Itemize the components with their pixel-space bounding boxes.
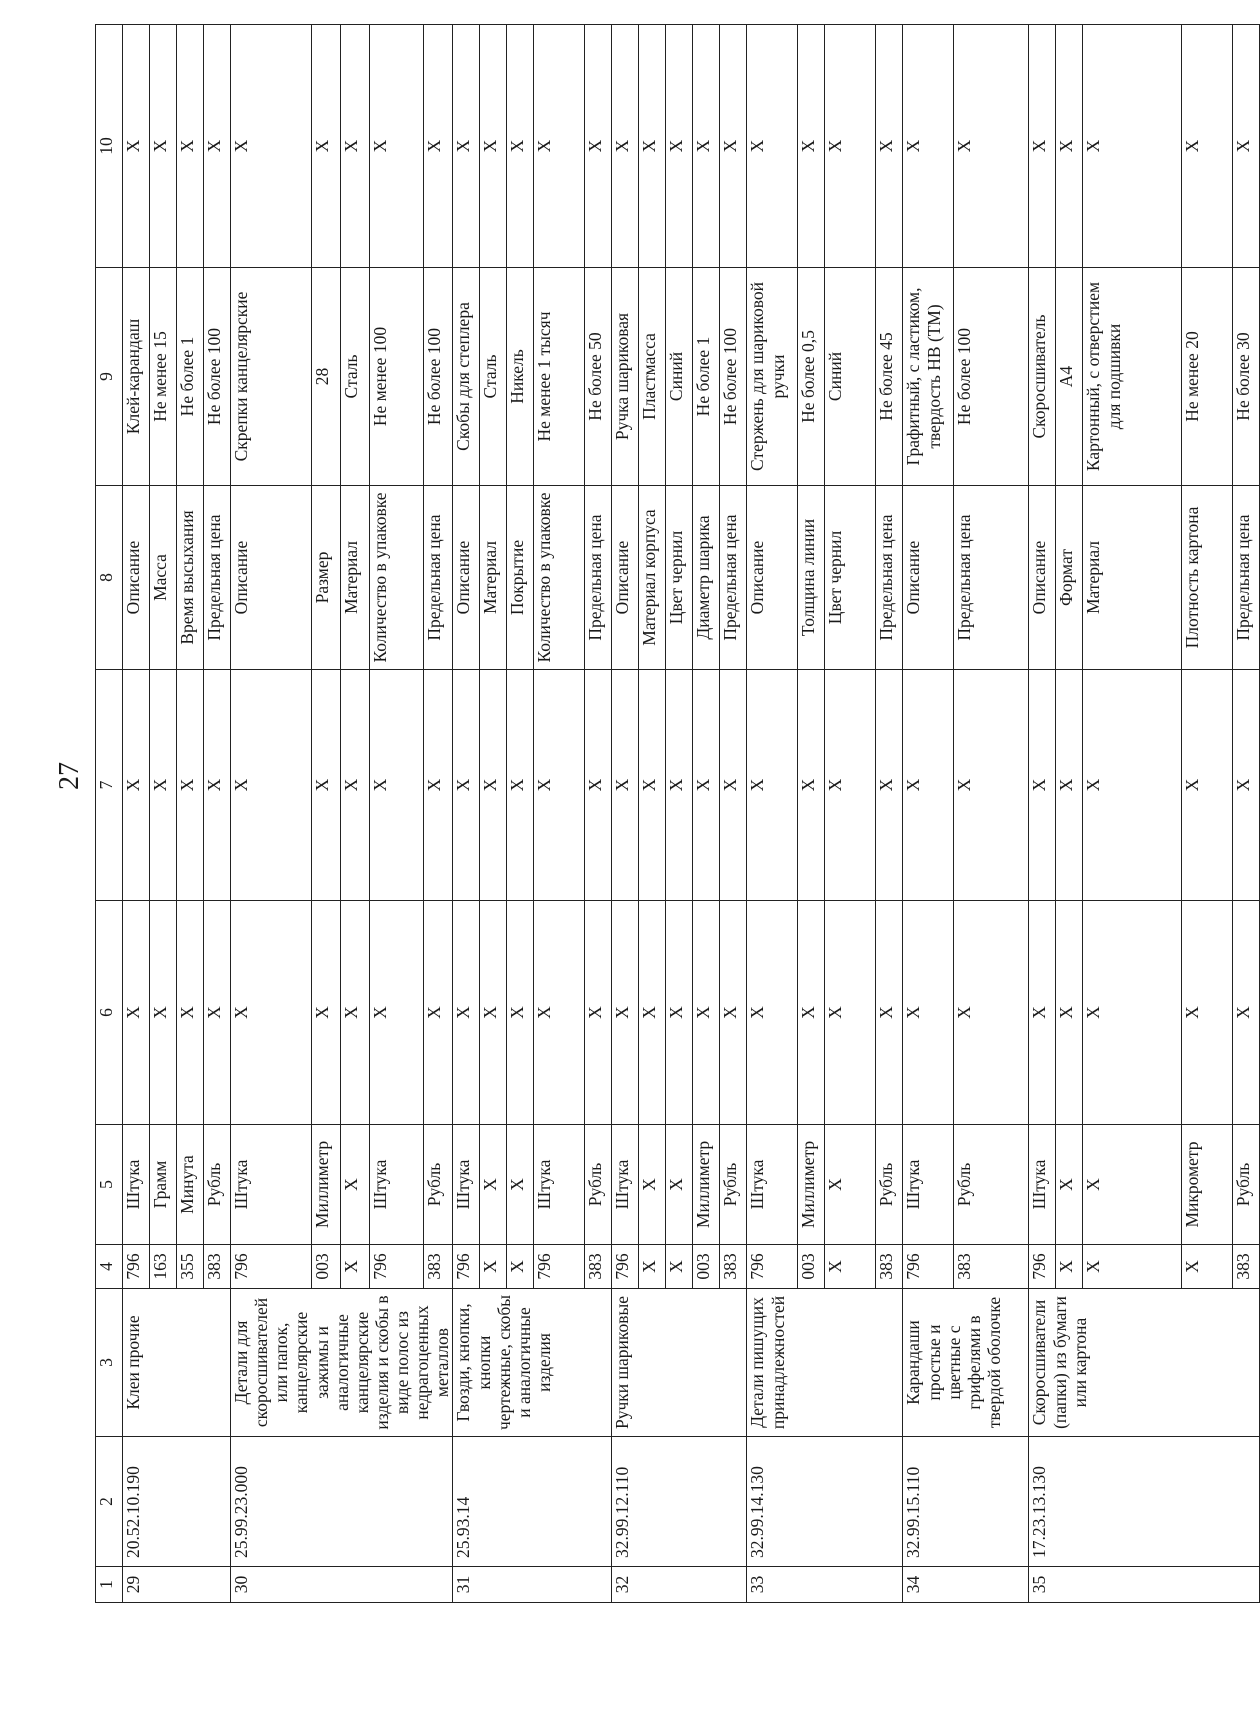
cell-c5: X [639, 1125, 666, 1245]
cell-c9: Клей-карандаш [123, 268, 150, 486]
cell-c6: X [612, 901, 639, 1125]
column-number-header: 2 [96, 1437, 123, 1567]
cell-c10: X [123, 25, 150, 268]
row-number-cell: 31 [453, 1567, 612, 1603]
cell-c10: X [585, 25, 612, 268]
table-row [747, 25, 798, 1603]
column-number-header: 9 [96, 268, 123, 486]
cell-c4: 796 [369, 1245, 424, 1289]
cell-c7: X [666, 670, 693, 901]
cell-c9: Ручка шариковая [612, 268, 639, 486]
cell-c10: X [639, 25, 666, 268]
cell-c4: X [825, 1245, 876, 1289]
cell-c4: 163 [150, 1245, 177, 1289]
cell-c4: 003 [693, 1245, 720, 1289]
cell-c8: Предельная цена [876, 486, 903, 670]
cell-c7: X [204, 670, 231, 901]
cell-c5: Штука [612, 1125, 639, 1245]
okpd-code-cell: 32.99.12.110 [612, 1437, 747, 1567]
cell-c7: X [150, 670, 177, 901]
okpd-code-cell: 32.99.14.130 [747, 1437, 903, 1567]
cell-c6: X [876, 901, 903, 1125]
cell-c4: 796 [123, 1245, 150, 1289]
cell-c9: Скрепки канцелярские [231, 268, 312, 486]
cell-c8: Цвет чернил [666, 486, 693, 670]
cell-c7: X [720, 670, 747, 901]
cell-c6: X [204, 901, 231, 1125]
cell-c8: Материал [340, 486, 369, 670]
row-number-cell: 34 [903, 1567, 1029, 1603]
cell-c8: Описание [231, 486, 312, 670]
cell-c7: X [693, 670, 720, 901]
cell-c5: Рубль [720, 1125, 747, 1245]
cell-c6: X [311, 901, 340, 1125]
column-number-header: 8 [96, 486, 123, 670]
cell-c5: Рубль [424, 1125, 453, 1245]
cell-c8: Толщина линии [798, 486, 825, 670]
row-number-cell: 33 [747, 1567, 903, 1603]
cell-c10: X [507, 25, 534, 268]
cell-c7: X [612, 670, 639, 901]
product-name-cell: Скоросшиватели (папки) из бумаги или картона [1029, 1289, 1260, 1437]
table-row [1029, 25, 1056, 1603]
cell-c5: Штука [747, 1125, 798, 1245]
cell-c8: Предельная цена [720, 486, 747, 670]
cell-c4: 383 [720, 1245, 747, 1289]
cell-c4: 383 [424, 1245, 453, 1289]
cell-c8: Масса [150, 486, 177, 670]
table-row [453, 25, 480, 1603]
cell-c10: X [1056, 25, 1083, 268]
cell-c4: 003 [798, 1245, 825, 1289]
cell-c10: X [612, 25, 639, 268]
cell-c4: X [507, 1245, 534, 1289]
cell-c10: X [1083, 25, 1182, 268]
cell-c6: X [150, 901, 177, 1125]
cell-c4: 796 [534, 1245, 585, 1289]
cell-c10: X [1029, 25, 1056, 268]
cell-c4: 796 [903, 1245, 954, 1289]
cell-c4: 383 [204, 1245, 231, 1289]
cell-c9: Не более 100 [424, 268, 453, 486]
cell-c7: X [1029, 670, 1056, 901]
column-number-header: 7 [96, 670, 123, 901]
cell-c10: X [825, 25, 876, 268]
column-number-header: 5 [96, 1125, 123, 1245]
cell-c4: X [639, 1245, 666, 1289]
cell-c9: Графитный, с ластиком, твердость HB (ТМ) [903, 268, 954, 486]
okpd-code-cell: 32.99.15.110 [903, 1437, 1029, 1567]
cell-c5: Штука [1029, 1125, 1056, 1245]
cell-c8: Диаметр шарика [693, 486, 720, 670]
cell-c4: X [480, 1245, 507, 1289]
okpd-code-cell: 17.23.13.130 [1029, 1437, 1260, 1567]
cell-c6: X [798, 901, 825, 1125]
cell-c9: Не менее 15 [150, 268, 177, 486]
cell-c8: Предельная цена [424, 486, 453, 670]
row-number-cell: 29 [123, 1567, 231, 1603]
cell-c7: X [453, 670, 480, 901]
okpd-code-cell: 25.93.14 [453, 1437, 612, 1567]
cell-c9: Синий [666, 268, 693, 486]
column-number-header: 3 [96, 1289, 123, 1437]
okpd-code-cell: 25.99.23.000 [231, 1437, 453, 1567]
cell-c5: Миллиметр [693, 1125, 720, 1245]
cell-c10: X [231, 25, 312, 268]
cell-c6: X [666, 901, 693, 1125]
cell-c6: X [507, 901, 534, 1125]
cell-c4: 355 [177, 1245, 204, 1289]
cell-c8: Время высыхания [177, 486, 204, 670]
cell-c6: X [639, 901, 666, 1125]
cell-c10: X [480, 25, 507, 268]
cell-c6: X [123, 901, 150, 1125]
row-number-cell: 30 [231, 1567, 453, 1603]
cell-c5: Штука [903, 1125, 954, 1245]
cell-c8: Формат [1056, 486, 1083, 670]
cell-c5: X [666, 1125, 693, 1245]
cell-c7: X [1182, 670, 1233, 901]
cell-c5: Микрометр [1182, 1125, 1233, 1245]
row-number-cell: 32 [612, 1567, 747, 1603]
cell-c9: Не менее 1 тысяч [534, 268, 585, 486]
cell-c7: X [639, 670, 666, 901]
cell-c5: Штука [123, 1125, 150, 1245]
cell-c7: X [876, 670, 903, 901]
okpd-code-cell: 20.52.10.190 [123, 1437, 231, 1567]
product-name-cell: Гвозди, кнопки, кнопки чертежные, скобы и аналогичные изделия [453, 1289, 612, 1437]
page-number: 27 [54, 762, 85, 790]
cell-c9: Скоросшиватель [1029, 268, 1056, 486]
cell-c7: X [177, 670, 204, 901]
cell-c9: Не более 45 [876, 268, 903, 486]
cell-c10: X [150, 25, 177, 268]
cell-c7: X [747, 670, 798, 901]
cell-c5: X [1056, 1125, 1083, 1245]
cell-c5: Минута [177, 1125, 204, 1245]
cell-c4: 796 [1029, 1245, 1056, 1289]
cell-c8: Материал [1083, 486, 1182, 670]
cell-c9: Не более 1 [693, 268, 720, 486]
cell-c10: X [340, 25, 369, 268]
cell-c9: Сталь [480, 268, 507, 486]
cell-c5: Штука [231, 1125, 312, 1245]
cell-c4: 383 [1233, 1245, 1260, 1289]
cell-c10: X [954, 25, 1029, 268]
cell-c8: Количество в упаковке [534, 486, 585, 670]
cell-c6: X [585, 901, 612, 1125]
cell-c5: Штука [534, 1125, 585, 1245]
cell-c4: 383 [954, 1245, 1029, 1289]
cell-c9: Синий [825, 268, 876, 486]
cell-c6: X [903, 901, 954, 1125]
column-number-header: 1 [96, 1567, 123, 1603]
cell-c4: X [340, 1245, 369, 1289]
cell-c10: X [876, 25, 903, 268]
cell-c4: 796 [747, 1245, 798, 1289]
cell-c10: X [534, 25, 585, 268]
cell-c10: X [1233, 25, 1260, 268]
cell-c4: 796 [231, 1245, 312, 1289]
cell-c8: Количество в упаковке [369, 486, 424, 670]
cell-c6: X [424, 901, 453, 1125]
cell-c9: Не более 0,5 [798, 268, 825, 486]
cell-c5: X [507, 1125, 534, 1245]
cell-c5: Миллиметр [311, 1125, 340, 1245]
cell-c10: X [204, 25, 231, 268]
cell-c5: Штука [369, 1125, 424, 1245]
cell-c6: X [534, 901, 585, 1125]
cell-c9: A4 [1056, 268, 1083, 486]
cell-c7: X [534, 670, 585, 901]
cell-c10: X [747, 25, 798, 268]
cell-c9: Не менее 100 [369, 268, 424, 486]
table-row [123, 25, 150, 1603]
cell-c6: X [453, 901, 480, 1125]
cell-c6: X [369, 901, 424, 1125]
cell-c9: Картонный, с отверстием для подшивки [1083, 268, 1182, 486]
column-number-header: 10 [96, 25, 123, 268]
cell-c4: 383 [585, 1245, 612, 1289]
cell-c4: 383 [876, 1245, 903, 1289]
cell-c8: Цвет чернил [825, 486, 876, 670]
cell-c6: X [1083, 901, 1182, 1125]
cell-c10: X [453, 25, 480, 268]
cell-c4: X [1182, 1245, 1233, 1289]
cell-c10: X [666, 25, 693, 268]
cell-c8: Предельная цена [954, 486, 1029, 670]
cell-c7: X [798, 670, 825, 901]
cell-c6: X [231, 901, 312, 1125]
cell-c4: X [1056, 1245, 1083, 1289]
cell-c7: X [1233, 670, 1260, 901]
cell-c7: X [424, 670, 453, 901]
cell-c8: Материал [480, 486, 507, 670]
cell-c4: 796 [612, 1245, 639, 1289]
cell-c8: Предельная цена [585, 486, 612, 670]
cell-c8: Покрытие [507, 486, 534, 670]
rotated-table-container [95, 25, 1254, 1603]
cell-c8: Описание [1029, 486, 1056, 670]
cell-c4: 003 [311, 1245, 340, 1289]
column-number-header: 6 [96, 901, 123, 1125]
cell-c7: X [1056, 670, 1083, 901]
header-row [96, 25, 123, 1603]
cell-c6: X [1182, 901, 1233, 1125]
cell-c7: X [311, 670, 340, 901]
cell-c8: Описание [612, 486, 639, 670]
cell-c9: Не более 100 [720, 268, 747, 486]
cell-c9: Стержень для шариковой ручки [747, 268, 798, 486]
cell-c7: X [480, 670, 507, 901]
cell-c7: X [1083, 670, 1182, 901]
product-name-cell: Детали для скоросшивателей или папок, канцелярские зажимы и аналогичные канцелярские изделия и скобы в виде полос из недрагоценных металлов [231, 1289, 453, 1437]
cell-c5: Рубль [1233, 1125, 1260, 1245]
cell-c5: X [480, 1125, 507, 1245]
cell-c6: X [825, 901, 876, 1125]
specification-table [95, 24, 1260, 1603]
cell-c5: Рубль [954, 1125, 1029, 1245]
cell-c10: X [369, 25, 424, 268]
cell-c8: Предельная цена [204, 486, 231, 670]
product-name-cell: Детали пишущих принадлежностей [747, 1289, 903, 1437]
cell-c7: X [507, 670, 534, 901]
column-number-header: 4 [96, 1245, 123, 1289]
cell-c10: X [424, 25, 453, 268]
cell-c9: Не более 1 [177, 268, 204, 486]
cell-c5: Миллиметр [798, 1125, 825, 1245]
cell-c6: X [693, 901, 720, 1125]
cell-c6: X [177, 901, 204, 1125]
cell-c10: X [798, 25, 825, 268]
cell-c8: Описание [747, 486, 798, 670]
cell-c8: Размер [311, 486, 340, 670]
cell-c10: X [1182, 25, 1233, 268]
cell-c8: Описание [903, 486, 954, 670]
cell-c5: Штука [453, 1125, 480, 1245]
cell-c9: Не более 100 [204, 268, 231, 486]
cell-c7: X [369, 670, 424, 901]
cell-c6: X [747, 901, 798, 1125]
cell-c10: X [177, 25, 204, 268]
cell-c8: Описание [453, 486, 480, 670]
cell-c4: 796 [453, 1245, 480, 1289]
cell-c6: X [480, 901, 507, 1125]
cell-c9: Пластмасса [639, 268, 666, 486]
cell-c5: Рубль [876, 1125, 903, 1245]
cell-c8: Предельная цена [1233, 486, 1260, 670]
cell-c10: X [903, 25, 954, 268]
cell-c7: X [825, 670, 876, 901]
cell-c10: X [720, 25, 747, 268]
cell-c7: X [954, 670, 1029, 901]
cell-c5: Грамм [150, 1125, 177, 1245]
product-name-cell: Карандаши простые и цветные с грифелями в твердой оболочке [903, 1289, 1029, 1437]
cell-c9: Никель [507, 268, 534, 486]
cell-c9: Не более 50 [585, 268, 612, 486]
cell-c5: Рубль [204, 1125, 231, 1245]
table-row [612, 25, 639, 1603]
table-row [231, 25, 312, 1603]
cell-c6: X [1233, 901, 1260, 1125]
cell-c6: X [340, 901, 369, 1125]
cell-c10: X [693, 25, 720, 268]
cell-c9: Не более 30 [1233, 268, 1260, 486]
cell-c8: Материал корпуса [639, 486, 666, 670]
cell-c8: Плотность картона [1182, 486, 1233, 670]
cell-c9: Сталь [340, 268, 369, 486]
cell-c9: Не менее 20 [1182, 268, 1233, 486]
cell-c9: Скобы для степлера [453, 268, 480, 486]
product-name-cell: Клеи прочие [123, 1289, 231, 1437]
cell-c6: X [1056, 901, 1083, 1125]
cell-c6: X [954, 901, 1029, 1125]
cell-c7: X [123, 670, 150, 901]
cell-c6: X [1029, 901, 1056, 1125]
row-number-cell: 35 [1029, 1567, 1260, 1603]
cell-c8: Описание [123, 486, 150, 670]
table-row [903, 25, 954, 1603]
cell-c5: X [340, 1125, 369, 1245]
cell-c7: X [231, 670, 312, 901]
cell-c5: X [825, 1125, 876, 1245]
cell-c9: 28 [311, 268, 340, 486]
cell-c6: X [720, 901, 747, 1125]
cell-c7: X [340, 670, 369, 901]
cell-c4: X [1083, 1245, 1182, 1289]
cell-c5: Рубль [585, 1125, 612, 1245]
product-name-cell: Ручки шариковые [612, 1289, 747, 1437]
cell-c9: Не более 100 [954, 268, 1029, 486]
cell-c5: X [1083, 1125, 1182, 1245]
cell-c7: X [903, 670, 954, 901]
cell-c4: X [666, 1245, 693, 1289]
cell-c10: X [311, 25, 340, 268]
cell-c7: X [585, 670, 612, 901]
